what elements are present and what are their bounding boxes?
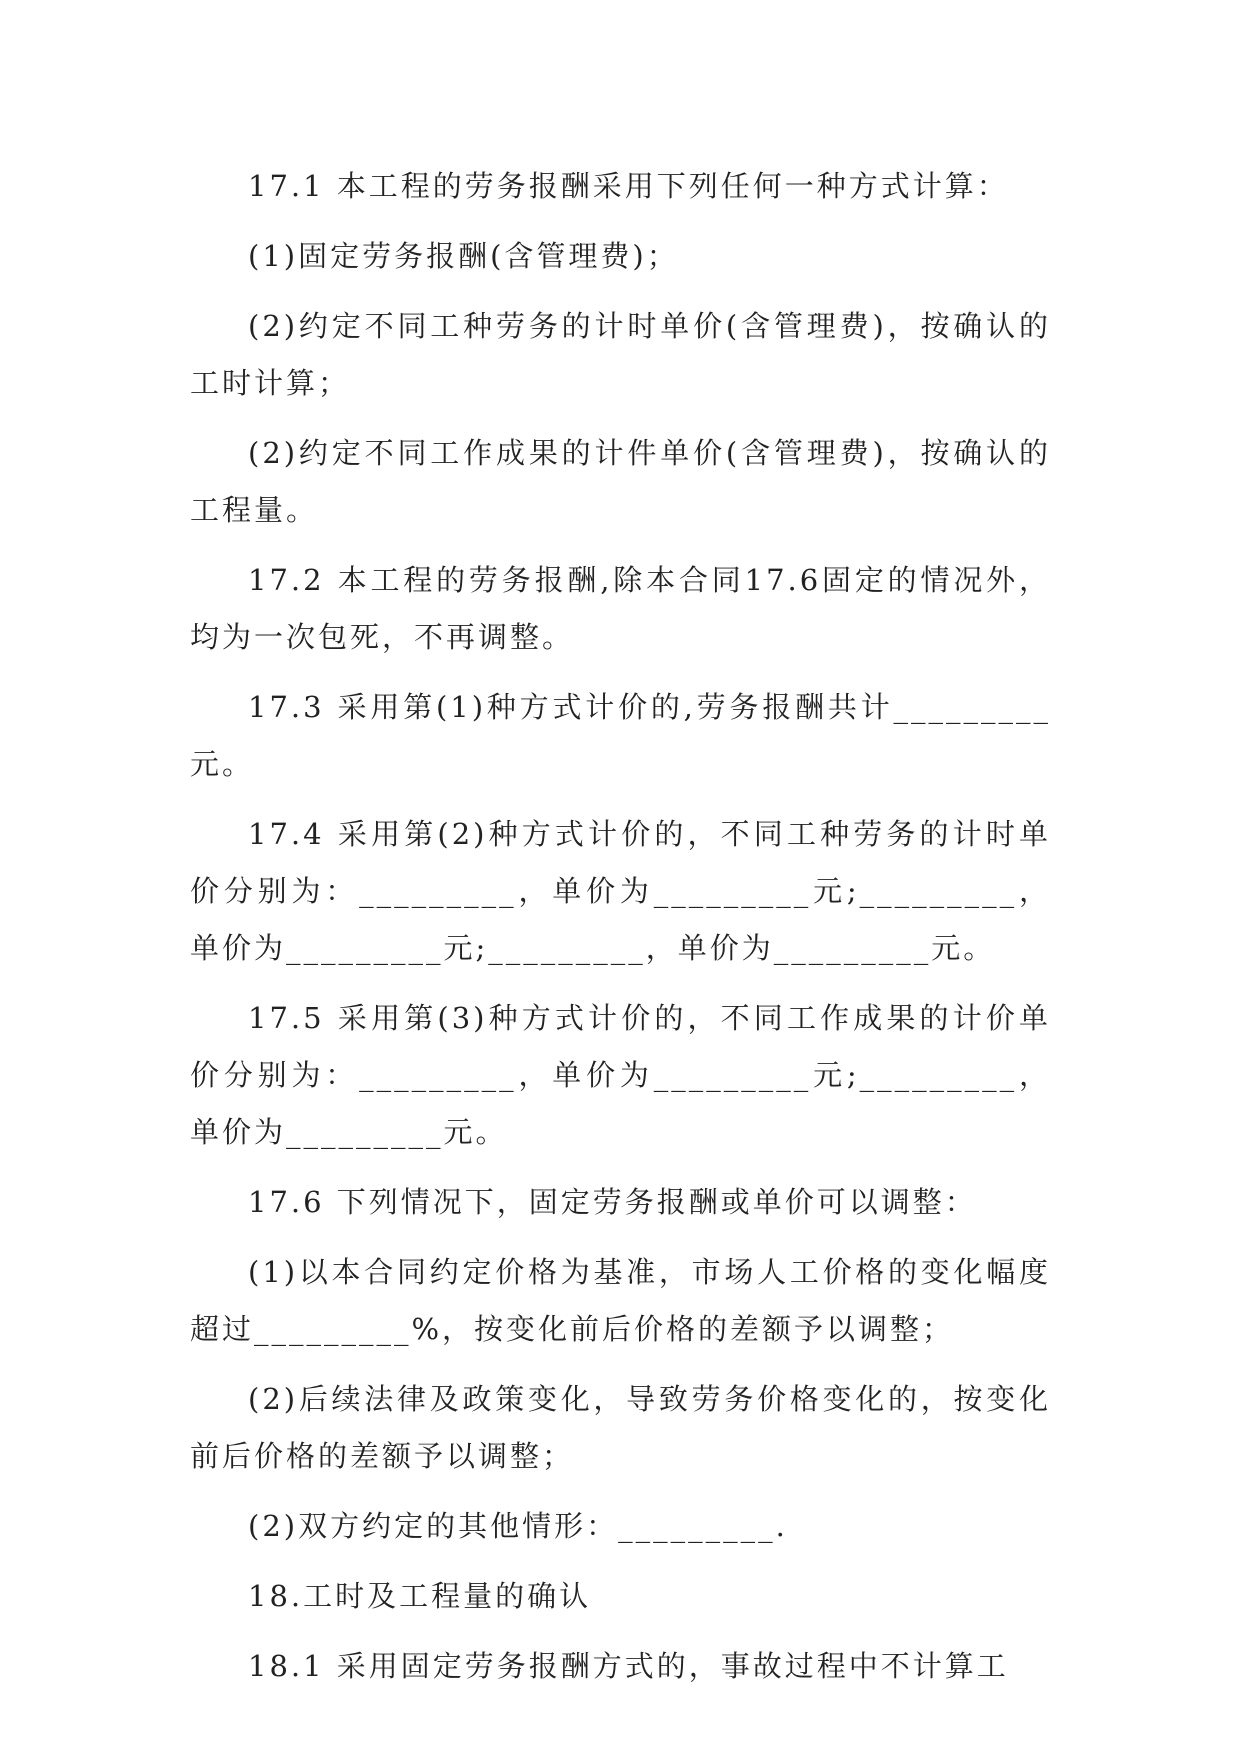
paragraph-17-4: 17.4 采用第(2)种方式计价的，不同工种劳务的计时单价分别为：_________，单价为_________元;_________，单价为_________元;_________，单价为_________元。 <box>190 817 1051 965</box>
paragraph-option-3-piece: (2)约定不同工作成果的计件单价(含管理费)，按确认的工程量。 <box>190 436 1051 527</box>
paragraph-17-6: 17.6 下列情况下，固定劳务报酬或单价可以调整： <box>248 1185 977 1219</box>
paragraph-adjust-1: (1)以本合同约定价格为基准，市场人工价格的变化幅度超过_________%，按变化前后价格的差额予以调整； <box>190 1255 1051 1346</box>
paragraph-17-3: 17.3 采用第(1)种方式计价的,劳务报酬共计_________元。 <box>190 690 1051 781</box>
paragraph-adjust-2: (2)后续法律及政策变化，导致劳务价格变化的，按变化前后价格的差额予以调整； <box>190 1382 1051 1473</box>
document-page <box>190 158 1051 1708</box>
paragraph-18-1: 18.1 采用固定劳务报酬方式的，事故过程中不计算工 <box>248 1649 1009 1683</box>
paragraph-17-5: 17.5 采用第(3)种方式计价的，不同工作成果的计价单价分别为：_________，单价为_________元;_________，单价为_________元。 <box>190 1001 1051 1149</box>
paragraph-17-1: 17.1 本工程的劳务报酬采用下列任何一种方式计算： <box>248 169 1009 203</box>
paragraph-adjust-3: (2)双方约定的其他情形：_________. <box>248 1509 788 1543</box>
paragraph-option-2-hourly: (2)约定不同工种劳务的计时单价(含管理费)，按确认的工时计算； <box>190 309 1051 400</box>
paragraph-17-2: 17.2 本工程的劳务报酬,除本合同17.6固定的情况外，均为一次包死，不再调整。 <box>190 563 1051 654</box>
paragraph-option-1: (1)固定劳务报酬(含管理费)； <box>248 239 679 273</box>
section-heading-18: 18.工时及工程量的确认 <box>248 1579 592 1613</box>
